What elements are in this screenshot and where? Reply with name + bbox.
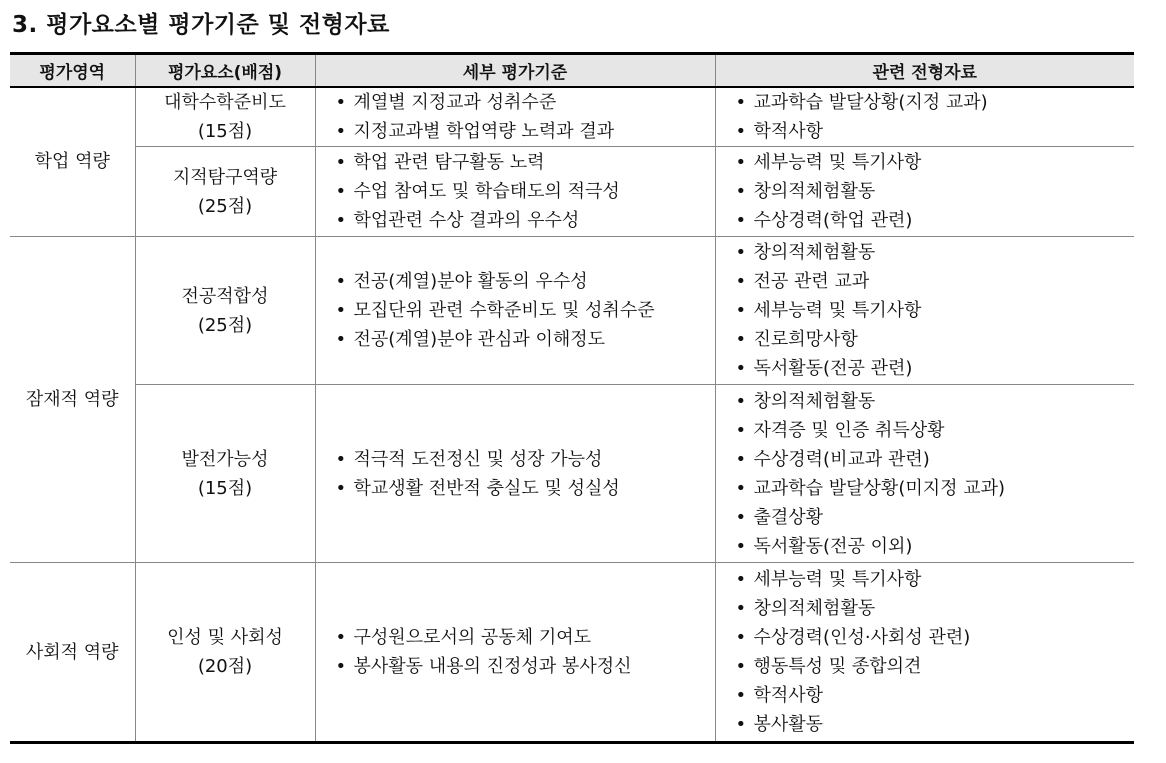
criteria-item: • 수업 참여도 및 학습태도의 적극성 bbox=[334, 177, 715, 206]
material-item: • 교과학습 발달상황(미지정 교과) bbox=[734, 474, 1135, 503]
area-cell: 사회적 역량 bbox=[10, 563, 135, 743]
header-criteria: 세부 평가기준 bbox=[315, 54, 715, 87]
criteria-item: • 구성원으로서의 공동체 기여도 bbox=[334, 623, 715, 652]
criteria-cell bbox=[315, 385, 715, 563]
table-row bbox=[10, 147, 1134, 237]
element-name: 전공적합성 bbox=[181, 285, 269, 307]
material-item: • 전공 관련 교과 bbox=[734, 267, 1135, 296]
header-area: 평가영역 bbox=[10, 54, 135, 87]
material-item: • 수상경력(인성·사회성 관련) bbox=[734, 623, 1135, 652]
material-item: • 자격증 및 인증 취득상황 bbox=[734, 416, 1135, 445]
table-row bbox=[10, 563, 1134, 743]
material-item: • 창의적체험활동 bbox=[734, 594, 1135, 623]
header-materials: 관련 전형자료 bbox=[715, 54, 1134, 87]
materials-cell bbox=[715, 385, 1134, 563]
table-row bbox=[10, 87, 1134, 147]
material-item: • 창의적체험활동 bbox=[734, 177, 1135, 206]
element-name: 인성 및 사회성 bbox=[167, 627, 283, 648]
element-score: (20점) bbox=[197, 656, 253, 677]
material-item: • 진로희망사항 bbox=[734, 325, 1135, 354]
criteria-cell bbox=[315, 563, 715, 743]
materials-cell bbox=[715, 237, 1134, 385]
criteria-item: • 전공(계열)분야 활동의 우수성 bbox=[334, 267, 715, 296]
criteria-item: • 지정교과별 학업역량 노력과 결과 bbox=[334, 117, 715, 146]
criteria-item: • 학업 관련 탐구활동 노력 bbox=[334, 148, 715, 177]
material-item: • 세부능력 및 특기사항 bbox=[734, 296, 1135, 325]
element-name: 발전가능성 bbox=[181, 448, 269, 470]
material-item: • 봉사활동 bbox=[734, 710, 1135, 739]
criteria-cell bbox=[315, 237, 715, 385]
section-title: 3. 평가요소별 평가기준 및 전형자료 bbox=[12, 12, 390, 38]
material-item: • 수상경력(학업 관련) bbox=[734, 206, 1135, 235]
element-score: (15점) bbox=[197, 477, 253, 499]
table-row bbox=[10, 385, 1134, 563]
element-cell bbox=[135, 563, 315, 743]
element-cell bbox=[135, 87, 315, 147]
element-score: (25점) bbox=[197, 195, 253, 217]
criteria-item: • 적극적 도전정신 및 성장 가능성 bbox=[334, 445, 715, 474]
materials-cell bbox=[715, 87, 1134, 147]
material-item: • 독서활동(전공 이외) bbox=[734, 532, 1135, 561]
material-item: • 창의적체험활동 bbox=[734, 238, 1135, 267]
area-cell: 학업 역량 bbox=[10, 87, 135, 237]
header-element: 평가요소(배점) bbox=[135, 54, 315, 87]
criteria-item: • 전공(계열)분야 관심과 이해정도 bbox=[334, 325, 715, 354]
element-score: (25점) bbox=[197, 314, 253, 336]
material-item: • 출결상황 bbox=[734, 503, 1135, 532]
criteria-item: • 학교생활 전반적 충실도 및 성실성 bbox=[334, 474, 715, 503]
criteria-item: • 학업관련 수상 결과의 우수성 bbox=[334, 206, 715, 235]
materials-cell bbox=[715, 147, 1134, 237]
material-item: • 교과학습 발달상황(지정 교과) bbox=[734, 88, 1135, 117]
element-score: (15점) bbox=[197, 120, 253, 142]
table-header-row bbox=[10, 54, 1134, 87]
criteria-item: • 봉사활동 내용의 진정성과 봉사정신 bbox=[334, 652, 715, 681]
material-item: • 수상경력(비교과 관련) bbox=[734, 445, 1135, 474]
material-item: • 세부능력 및 특기사항 bbox=[734, 148, 1135, 177]
criteria-cell bbox=[315, 87, 715, 147]
table-row bbox=[10, 237, 1134, 385]
element-cell bbox=[135, 147, 315, 237]
element-name: 대학수학준비도 bbox=[164, 91, 286, 113]
element-name: 지적탐구역량 bbox=[172, 166, 278, 188]
element-cell bbox=[135, 237, 315, 385]
material-item: • 세부능력 및 특기사항 bbox=[734, 565, 1135, 594]
material-item: • 학적사항 bbox=[734, 681, 1135, 710]
material-item: • 독서활동(전공 관련) bbox=[734, 354, 1135, 383]
element-cell bbox=[135, 385, 315, 563]
material-item: • 행동특성 및 종합의견 bbox=[734, 652, 1135, 681]
material-item: • 학적사항 bbox=[734, 117, 1135, 146]
criteria-cell bbox=[315, 147, 715, 237]
criteria-item: • 모집단위 관련 수학준비도 및 성취수준 bbox=[334, 296, 715, 325]
area-cell: 잠재적 역량 bbox=[10, 237, 135, 563]
evaluation-criteria-table bbox=[10, 52, 1134, 744]
material-item: • 창의적체험활동 bbox=[734, 387, 1135, 416]
criteria-item: • 계열별 지정교과 성취수준 bbox=[334, 88, 715, 117]
materials-cell bbox=[715, 563, 1134, 743]
